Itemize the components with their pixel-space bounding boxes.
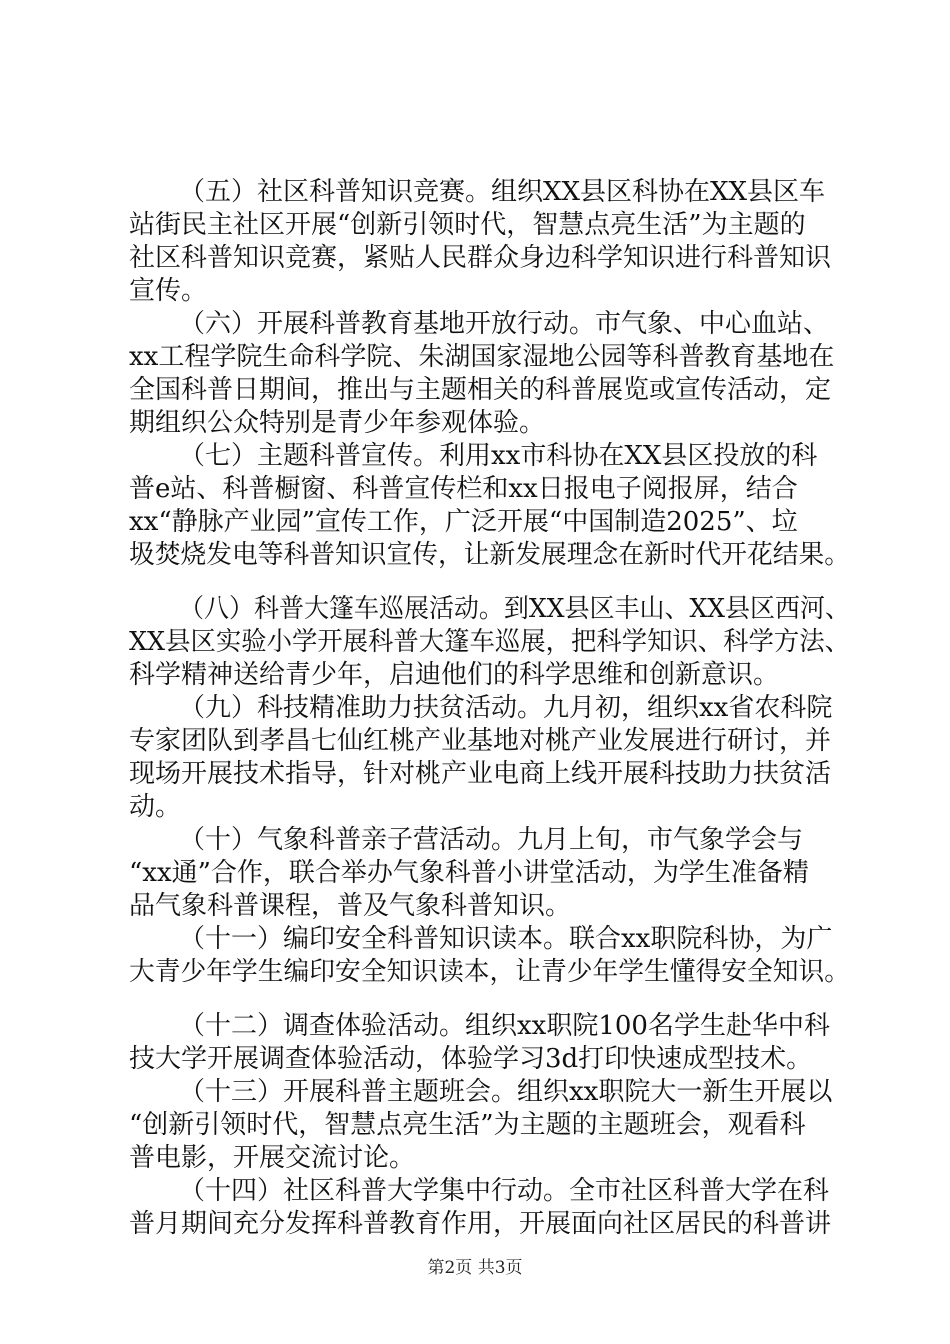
text-line: 普电影，开展交流讨论。: [129, 1143, 416, 1173]
text-line: 技大学开展调查体验活动，体验学习3d打印快速成型技术。: [129, 1044, 813, 1074]
text-line: 宣传。: [129, 276, 208, 306]
text-line: （十一）编印安全科普知识读本。联合xx职院科协，为广: [179, 924, 833, 954]
text-line: “xx通”合作，联合举办气象科普小讲堂活动，为学生准备精: [129, 858, 809, 888]
text-line: （十二）调查体验活动。组织xx职院100名学生赴华中科: [179, 1011, 830, 1041]
text-line: 期组织公众特别是青少年参观体验。: [129, 408, 546, 438]
text-line: （十）气象科普亲子营活动。九月上旬，市气象学会与: [179, 825, 804, 855]
text-line: 现场开展技术指导，针对桃产业电商上线开展科技助力扶贫活: [129, 759, 832, 789]
text-line: （七）主题科普宣传。利用xx市科协在XX县区投放的科: [179, 441, 818, 471]
text-line: （六）开展科普教育基地开放行动。市气象、中心血站、: [179, 309, 830, 339]
text-line: 圾焚烧发电等科普知识宣传，让新发展理念在新时代开花结果。: [129, 540, 851, 570]
page-footer: 第2页 共3页: [427, 1258, 523, 1278]
text-line: （五）社区科普知识竞赛。组织XX县区科协在XX县区车: [179, 177, 826, 207]
text-line: 全国科普日期间，推出与主题相关的科普展览或宣传活动，定: [129, 375, 832, 405]
text-line: 动。: [129, 792, 182, 822]
text-line: 专家团队到孝昌七仙红桃产业基地对桃产业发展进行研讨，并: [129, 726, 832, 756]
text-line: （八）科普大篷车巡展活动。到XX县区丰山、XX县区西河、: [179, 594, 851, 624]
text-line: 普月期间充分发挥科普教育作用，开展面向社区居民的科普讲: [129, 1209, 832, 1239]
text-line: （十四）社区科普大学集中行动。全市社区科普大学在科: [179, 1176, 830, 1206]
text-line: 普e站、科普橱窗、科普宣传栏和xx日报电子阅报屏，结合: [129, 474, 798, 504]
text-line: 大青少年学生编印安全知识读本，让青少年学生懂得安全知识。: [129, 957, 851, 987]
text-line: 站街民主社区开展“创新引领时代，智慧点亮生活”为主题的: [129, 210, 806, 240]
text-line: 科学精神送给青少年，启迪他们的科学思维和创新意识。: [129, 660, 780, 690]
text-line: 品气象科普课程，普及气象科普知识。: [129, 891, 572, 921]
text-line: xx工程学院生命科学院、朱湖国家湿地公园等科普教育基地在: [129, 342, 835, 372]
text-line: 社区科普知识竞赛，紧贴人民群众身边科学知识进行科普知识: [129, 243, 832, 273]
text-line: “创新引领时代，智慧点亮生活”为主题的主题班会，观看科: [129, 1110, 806, 1140]
text-line: XX县区实验小学开展科普大篷车巡展，把科学知识、科学方法、: [129, 627, 850, 657]
text-line: （九）科技精准助力扶贫活动。九月初，组织xx省农科院: [179, 693, 833, 723]
text-line: xx“静脉产业园”宣传工作，广泛开展“中国制造2025”、垃: [129, 507, 798, 537]
text-line: （十三）开展科普主题班会。组织xx职院大一新生开展以: [179, 1077, 833, 1107]
